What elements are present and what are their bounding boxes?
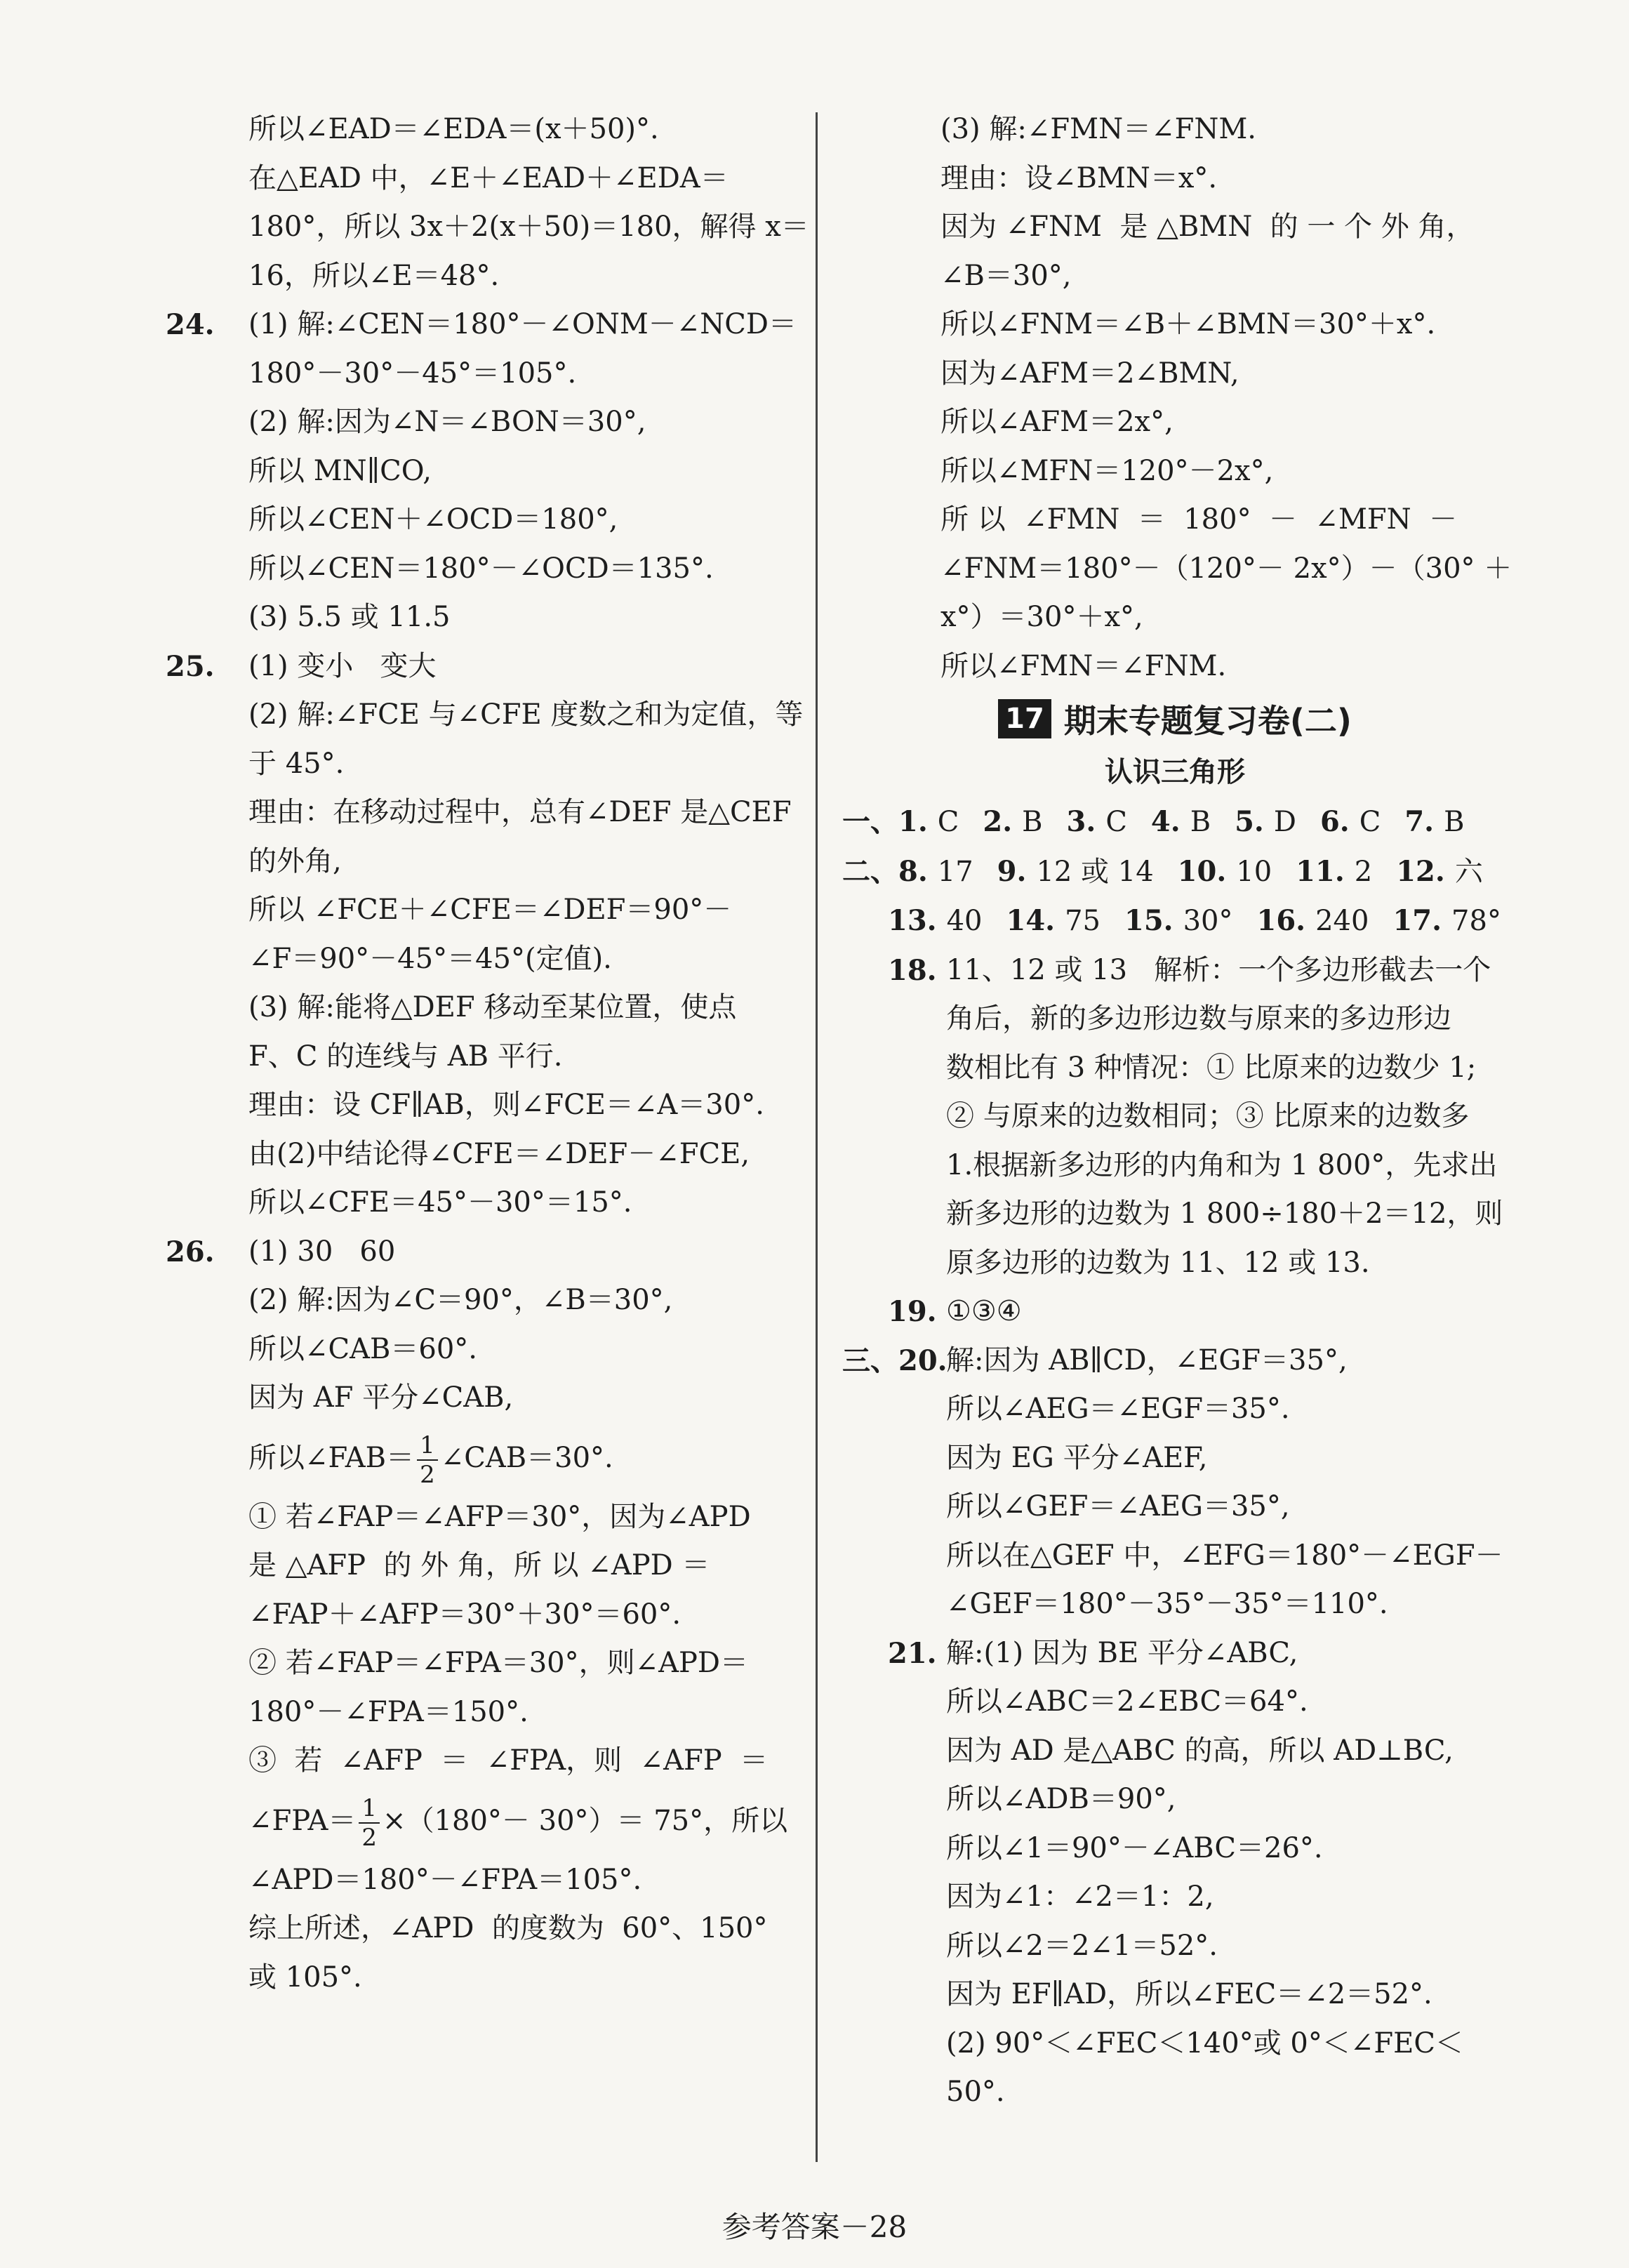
answer-line bbox=[166, 788, 797, 837]
choice-answer bbox=[1067, 797, 1127, 847]
answer-text: 所以 MN∥CO, bbox=[248, 454, 432, 487]
answer-text: 因为 ∠FNM 是 △BMN 的 一 个 外 角， bbox=[940, 211, 1475, 243]
answer-line bbox=[166, 983, 797, 1033]
answer-line bbox=[842, 642, 1508, 691]
answer-line bbox=[166, 1591, 797, 1640]
answer-text: 解:(1) 因为 BE 平分∠ABC, bbox=[946, 1636, 1298, 1669]
answer-text: 因为 EG 平分∠AEF, bbox=[946, 1441, 1208, 1474]
answer-line bbox=[842, 1824, 1508, 1874]
answer-line bbox=[842, 1727, 1508, 1776]
question-number: 5. bbox=[1235, 805, 1264, 838]
answer-text: 11、12 或 13 解析：一个多边形截去一个 bbox=[946, 953, 1491, 986]
answer-line bbox=[166, 886, 797, 935]
answer-line bbox=[166, 1541, 797, 1591]
answer-value: 17 bbox=[937, 855, 973, 888]
answer-line bbox=[842, 1337, 1508, 1386]
choice-answer bbox=[1392, 896, 1501, 946]
answer-line bbox=[842, 1434, 1508, 1483]
choice-answer bbox=[1296, 847, 1372, 897]
answer-line bbox=[842, 1775, 1508, 1824]
answer-text: 综上所述，∠APD 的度数为 60°、150° bbox=[248, 1912, 768, 1944]
answer-text: 所以∠EAD＝∠EDA＝(x＋50)°. bbox=[248, 113, 659, 145]
answer-value: 10 bbox=[1236, 855, 1272, 888]
answer-text: x°）＝30°＋x°, bbox=[940, 601, 1143, 633]
fraction-suffix: ∠CAB＝30°. bbox=[440, 1441, 613, 1474]
answer-value: 12 或 14 bbox=[1036, 855, 1154, 888]
answer-text: 所以∠CFE＝45°－30°＝15°. bbox=[248, 1186, 632, 1219]
question-number: 4. bbox=[1150, 805, 1181, 838]
answer-line bbox=[842, 1970, 1508, 2020]
answer-text: 解:因为 AB∥CD，∠EGF＝35°, bbox=[946, 1344, 1348, 1377]
answer-line bbox=[842, 1922, 1508, 1971]
answer-text: ∠APD＝180°－∠FPA＝105°. bbox=[248, 1863, 642, 1896]
answer-text: ① 若∠FAP＝∠AFP＝30°，因为∠APD bbox=[248, 1500, 751, 1533]
answer-line bbox=[166, 105, 797, 154]
answer-text: (2) 90°＜∠FEC＜140°或 0°＜∠FEC＜ bbox=[946, 2027, 1463, 2060]
answer-text: 所以∠CEN＝180°－∠OCD＝135°. bbox=[248, 552, 714, 585]
fraction-numerator: 1 bbox=[417, 1433, 438, 1461]
question-number: 10. bbox=[1177, 854, 1227, 888]
answer-line bbox=[166, 1081, 797, 1130]
answer-text: 新多边形的边数为 1 800÷180＋2＝12，则 bbox=[946, 1198, 1503, 1230]
choice-answer bbox=[1257, 896, 1369, 946]
question-number: 17. bbox=[1392, 904, 1442, 937]
answer-value: 240 bbox=[1315, 905, 1369, 937]
question-number: 3. bbox=[1066, 805, 1096, 838]
answer-text: ∠B＝30°, bbox=[940, 259, 1072, 292]
answer-value: B bbox=[1022, 806, 1043, 838]
answer-line bbox=[842, 1044, 1508, 1093]
answer-line bbox=[166, 252, 797, 301]
answer-text: 所 以 ∠FMN ＝ 180° － ∠MFN － bbox=[940, 503, 1458, 536]
answer-text: 原多边形的边数为 11、12 或 13. bbox=[946, 1246, 1370, 1279]
answer-line bbox=[166, 1639, 797, 1688]
answer-text: 所以∠FNM＝∠B＋∠BMN＝30°＋x°. bbox=[940, 308, 1436, 340]
question-number: 12. bbox=[1396, 854, 1445, 888]
answer-text: 所以∠2＝2∠1＝52°. bbox=[946, 1929, 1218, 1962]
answer-line bbox=[166, 154, 797, 204]
answer-text: 所以∠AFM＝2x°, bbox=[940, 406, 1173, 438]
choice-answer bbox=[1006, 896, 1101, 946]
answer-text: 所以∠GEF＝∠AEG＝35°, bbox=[946, 1490, 1290, 1523]
choice-answer-row bbox=[842, 847, 1508, 897]
choice-answer bbox=[997, 847, 1154, 897]
left-column bbox=[166, 105, 809, 2002]
answer-line bbox=[166, 740, 797, 789]
question-number: 14. bbox=[1006, 904, 1056, 937]
answer-text: 180°－∠FPA＝150°. bbox=[248, 1695, 528, 1728]
answer-text: 在△EAD 中，∠E＋∠EAD＋∠EDA＝ bbox=[248, 161, 729, 194]
answer-line bbox=[842, 1385, 1508, 1434]
question-number: 26. bbox=[166, 1235, 215, 1268]
question-number: 8. bbox=[898, 854, 928, 888]
answer-text: (3) 解:能将△DEF 移动至某位置，使点 bbox=[248, 991, 737, 1023]
answer-value: 六 bbox=[1454, 855, 1483, 888]
answer-text: ①③④ bbox=[946, 1295, 1022, 1327]
answer-text: 因为 EF∥AD，所以∠FEC＝∠2＝52°. bbox=[946, 1978, 1432, 2010]
answer-text: 所以∠MFN＝120°－2x°, bbox=[940, 454, 1274, 487]
answer-line bbox=[842, 2068, 1508, 2117]
answer-line bbox=[166, 350, 797, 399]
answer-line bbox=[842, 1532, 1508, 1581]
answer-text: (1) 解:∠CEN＝180°－∠ONM－∠NCD＝ bbox=[248, 308, 797, 340]
answer-text: 所以∠CAB＝60°. bbox=[248, 1332, 478, 1365]
answer-line bbox=[166, 545, 797, 594]
section-prefix: 一、 bbox=[842, 805, 898, 838]
answer-line bbox=[842, 350, 1508, 399]
choice-answer bbox=[1151, 797, 1211, 847]
right-column bbox=[842, 105, 1512, 2117]
question-number: 三、20. bbox=[842, 1344, 948, 1377]
answer-line bbox=[166, 935, 797, 984]
answer-line bbox=[166, 203, 809, 252]
question-number: 2. bbox=[983, 805, 1013, 838]
question-number: 13. bbox=[888, 904, 937, 937]
choice-answer bbox=[1396, 847, 1483, 897]
question-number: 6. bbox=[1319, 805, 1350, 838]
answer-text: 因为 AD 是△ABC 的高，所以 AD⊥BC, bbox=[946, 1734, 1454, 1767]
choice-answer bbox=[1404, 797, 1464, 847]
answer-line bbox=[842, 1287, 1508, 1337]
question-number: 19. bbox=[888, 1295, 937, 1328]
answer-text: 16，所以∠E＝48°. bbox=[248, 259, 500, 292]
answer-text: F、C 的连线与 AB 平行. bbox=[248, 1040, 563, 1073]
answer-value: D bbox=[1273, 806, 1296, 838]
answer-text: 所以∠ADB＝90°, bbox=[946, 1783, 1176, 1815]
fraction-denominator: 2 bbox=[361, 1823, 378, 1852]
choice-answer bbox=[888, 896, 983, 946]
choice-answer bbox=[898, 797, 959, 847]
answer-text: 180°－30°－45°＝105°. bbox=[248, 357, 577, 390]
answer-line bbox=[842, 1580, 1508, 1629]
answer-text: 50°. bbox=[946, 2076, 1005, 2108]
answer-line bbox=[166, 1737, 797, 1786]
answer-line bbox=[842, 1873, 1508, 1922]
question-number: 7. bbox=[1404, 805, 1435, 838]
answer-line bbox=[842, 398, 1508, 447]
answer-line bbox=[166, 1276, 797, 1325]
section-title: 期末专题复习卷(二) bbox=[1063, 702, 1352, 740]
answer-line bbox=[166, 1954, 797, 2003]
answer-text: 所以∠CEN＋∠OCD＝180°, bbox=[248, 503, 618, 536]
answer-text: 所以∠1＝90°－∠ABC＝26°. bbox=[946, 1831, 1323, 1864]
answer-line bbox=[842, 1678, 1508, 1727]
answer-line bbox=[166, 642, 797, 691]
answer-text: 理由：设∠BMN＝x°. bbox=[940, 161, 1218, 194]
answer-line bbox=[842, 593, 1508, 642]
answer-text: 因为 AF 平分∠CAB, bbox=[248, 1381, 514, 1414]
answer-text: 数相比有 3 种情况：① 比原来的边数少 1; bbox=[946, 1051, 1477, 1084]
section-number-badge: 17 bbox=[998, 699, 1051, 738]
answer-text: ∠F＝90°－45°＝45°(定值). bbox=[248, 942, 612, 975]
answer-line bbox=[166, 398, 797, 447]
choice-answer bbox=[1320, 797, 1381, 847]
answer-line bbox=[166, 1130, 797, 1179]
fraction-prefix: ∠FPA＝ bbox=[248, 1804, 357, 1837]
fraction-prefix: 所以∠FAB＝ bbox=[248, 1441, 415, 1474]
answer-text: 1.根据新多边形的内角和为 1 800°，先求出 bbox=[946, 1148, 1498, 1181]
answer-line bbox=[166, 1325, 797, 1374]
answer-text: ② 若∠FAP＝∠FPA＝30°，则∠APD＝ bbox=[248, 1647, 748, 1679]
question-number: 15. bbox=[1124, 904, 1173, 937]
answer-text: 因为∠1：∠2＝1：2, bbox=[946, 1881, 1214, 1913]
answer-line bbox=[166, 447, 797, 496]
answer-value: C bbox=[1359, 806, 1381, 838]
answer-text: 所以∠ABC＝2∠EBC＝64°. bbox=[946, 1685, 1308, 1718]
fraction bbox=[417, 1433, 438, 1487]
answer-text: (1) 30 60 bbox=[248, 1235, 396, 1268]
answer-line bbox=[166, 837, 797, 887]
answer-text: ③ 若 ∠AFP ＝ ∠FPA，则 ∠AFP ＝ bbox=[248, 1744, 769, 1777]
answer-text: 所以在△GEF 中，∠EFG＝180°－∠EGF－ bbox=[946, 1539, 1503, 1572]
answer-text: (1) 变小 变大 bbox=[248, 649, 437, 682]
question-number: 1. bbox=[898, 805, 928, 838]
answer-line bbox=[842, 1092, 1508, 1141]
choice-answer bbox=[983, 797, 1042, 847]
answer-value: C bbox=[937, 806, 959, 838]
answer-text: 180°，所以 3x＋2(x＋50)＝180，解得 x＝ bbox=[248, 211, 809, 243]
answer-text: (2) 解:因为∠N＝∠BON＝30°, bbox=[248, 406, 646, 438]
answer-line bbox=[842, 154, 1508, 204]
page-footer: 参考答案－28 bbox=[722, 2210, 907, 2244]
question-number: 18. bbox=[888, 953, 937, 987]
answer-line bbox=[166, 496, 797, 545]
answer-value: B bbox=[1190, 806, 1211, 838]
answer-line bbox=[166, 1493, 797, 1542]
answer-line bbox=[166, 1228, 797, 1277]
answer-text: 或 105°. bbox=[248, 1961, 362, 1994]
fraction-line bbox=[166, 1786, 797, 1856]
answer-line bbox=[842, 447, 1508, 496]
answer-line bbox=[842, 995, 1508, 1044]
section-subtitle: 认识三角形 bbox=[1105, 756, 1245, 788]
answer-value: 2 bbox=[1354, 855, 1373, 888]
answer-text: 理由：设 CF∥AB，则∠FCE＝∠A＝30°. bbox=[248, 1089, 764, 1121]
answer-line bbox=[166, 1856, 797, 1905]
choice-answer bbox=[1178, 847, 1272, 897]
answer-text: 所以∠AEG＝∠EGF＝35°. bbox=[946, 1393, 1290, 1425]
fraction-denominator: 2 bbox=[420, 1460, 435, 1489]
answer-text: 因为∠AFM＝2∠BMN, bbox=[940, 357, 1239, 390]
answer-line bbox=[842, 496, 1508, 545]
answer-line bbox=[166, 1904, 797, 1954]
section-prefix: 二、 bbox=[842, 854, 898, 888]
question-number: 11. bbox=[1296, 854, 1345, 888]
answer-text: 理由：在移动过程中，总有∠DEF 是△CEF bbox=[248, 796, 792, 828]
question-number: 16. bbox=[1256, 904, 1306, 937]
answer-text: (3) 5.5 或 11.5 bbox=[248, 601, 451, 633]
answer-text: ② 与原来的边数相同；③ 比原来的边数多 bbox=[946, 1100, 1470, 1132]
answer-text: 的外角, bbox=[248, 844, 342, 877]
answer-line bbox=[842, 1190, 1508, 1239]
answer-line bbox=[842, 545, 1512, 594]
answer-line bbox=[842, 946, 1508, 995]
answer-line bbox=[166, 593, 797, 642]
choice-answer-row bbox=[842, 797, 1508, 847]
answer-line bbox=[166, 1033, 797, 1082]
answer-line bbox=[842, 252, 1508, 301]
answer-value: B bbox=[1444, 806, 1465, 838]
answer-line bbox=[842, 105, 1508, 154]
question-number: 21. bbox=[888, 1636, 937, 1670]
choice-answer bbox=[898, 847, 973, 897]
answer-line bbox=[842, 1629, 1508, 1678]
answer-line bbox=[166, 1179, 797, 1228]
answer-line bbox=[842, 1483, 1508, 1532]
answer-value: 30° bbox=[1183, 905, 1233, 937]
answer-line bbox=[842, 1141, 1508, 1191]
answer-line bbox=[166, 300, 797, 350]
answer-line bbox=[842, 203, 1508, 252]
answer-value: 75 bbox=[1065, 905, 1101, 937]
answer-line bbox=[842, 300, 1508, 350]
question-number: 9. bbox=[997, 854, 1027, 888]
answer-text: (2) 解:因为∠C＝90°，∠B＝30°, bbox=[248, 1284, 673, 1316]
answer-text: ∠GEF＝180°－35°－35°＝110°. bbox=[946, 1588, 1388, 1620]
answer-line bbox=[842, 1239, 1508, 1288]
fraction-numerator: 1 bbox=[359, 1796, 380, 1824]
answer-text: 由(2)中结论得∠CFE＝∠DEF－∠FCE, bbox=[248, 1137, 750, 1170]
answer-text: 于 45°. bbox=[248, 747, 345, 780]
answer-text: (3) 解:∠FMN＝∠FNM. bbox=[940, 113, 1257, 145]
answer-text: 角后，新的多边形边数与原来的多边形边 bbox=[946, 1002, 1451, 1035]
answer-line bbox=[166, 691, 804, 740]
choice-answer bbox=[1235, 797, 1296, 847]
question-number: 25. bbox=[166, 649, 215, 683]
answer-line bbox=[166, 1374, 797, 1423]
fraction bbox=[359, 1793, 380, 1852]
section-header bbox=[842, 691, 1508, 747]
answer-text: ∠FNM＝180°－（120°－ 2x°）－（30° ＋ bbox=[940, 552, 1512, 585]
answer-text: 所以 ∠FCE＋∠CFE＝∠DEF＝90°－ bbox=[248, 894, 732, 926]
answer-value: 78° bbox=[1451, 905, 1501, 937]
answer-text: 所以∠FMN＝∠FNM. bbox=[940, 649, 1227, 682]
answer-text: (2) 解:∠FCE 与∠CFE 度数之和为定值，等 bbox=[248, 698, 804, 731]
answer-line bbox=[166, 1688, 797, 1737]
fraction-suffix: ×（180°－ 30°）＝ 75°，所以 bbox=[383, 1804, 788, 1837]
choice-answer bbox=[1124, 896, 1233, 946]
answer-value: 40 bbox=[946, 905, 983, 937]
answer-value: C bbox=[1105, 806, 1127, 838]
answer-text: 是 △AFP 的 外 角，所 以 ∠APD ＝ bbox=[248, 1549, 710, 1581]
choice-answer-row bbox=[842, 896, 1508, 946]
column-divider bbox=[816, 112, 818, 2162]
question-number: 24. bbox=[166, 308, 215, 341]
answer-line bbox=[842, 2020, 1508, 2069]
fraction-line bbox=[166, 1423, 797, 1493]
answer-text: ∠FAP＋∠AFP＝30°＋30°＝60°. bbox=[248, 1598, 681, 1631]
